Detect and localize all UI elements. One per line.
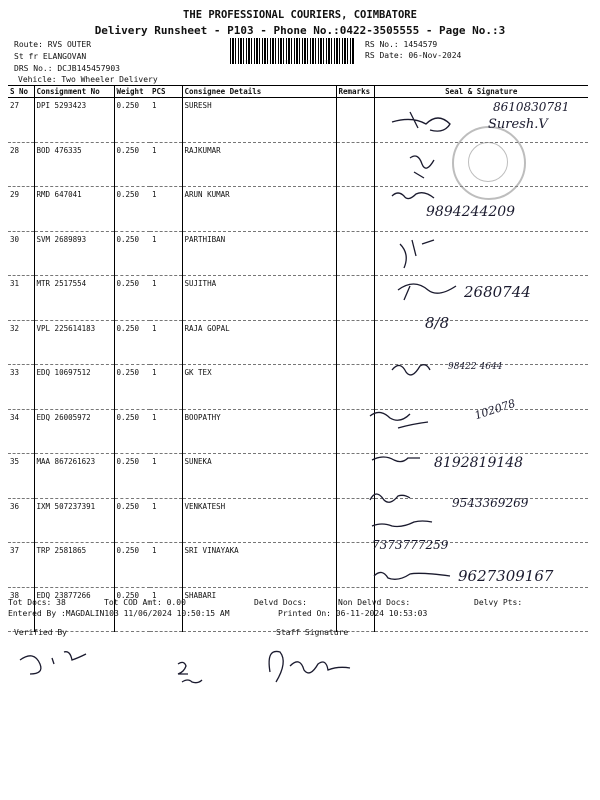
handwritten-phone: 8192819148 (434, 455, 524, 471)
cell-pcs: 1 (150, 409, 182, 454)
signature-row-29 (392, 193, 434, 199)
cell-weight: 0.250 (114, 409, 150, 454)
entered-by: Entered By :MAGDALIN103 11/06/2024 10:50:15 AM (8, 609, 230, 618)
signature-row-30 (400, 240, 434, 268)
cell-sno: 33 (8, 365, 34, 410)
cell-weight: 0.250 (114, 365, 150, 410)
cell-consignee: RAJKUMAR (182, 142, 336, 187)
cell-sno: 35 (8, 454, 34, 499)
rs-date: RS Date: 06-Nov-2024 (365, 51, 462, 60)
cell-consignment: BOD 476335 (34, 142, 114, 187)
col-weight: Weight (114, 86, 150, 98)
signature-row-36 (370, 494, 410, 502)
col-seal-signature: Seal & Signature (374, 86, 588, 98)
cell-consignment: DPI 5293423 (34, 98, 114, 143)
col-consignment: Consignment No (34, 86, 114, 98)
cell-consignment: MTR 2517554 (34, 276, 114, 321)
signature-row-35 (372, 457, 420, 462)
cell-sno: 29 (8, 187, 34, 232)
printed-on: Printed On: 06-11-2024 10:53:03 (278, 609, 428, 618)
handwritten-phone: 7373777259 (372, 538, 449, 552)
cell-consignment: RMD 647041 (34, 187, 114, 232)
signature-row-28 (410, 156, 434, 178)
cell-sno: 30 (8, 231, 34, 276)
cell-pcs: 1 (150, 98, 182, 143)
signature-row-27 (392, 112, 450, 131)
runsheet-title: Delivery Runsheet - P103 - Phone No.:0422-3505555 - Page No.:3 (94, 24, 506, 37)
cell-consignment: EDQ 10697512 (34, 365, 114, 410)
col-remarks: Remarks (336, 86, 374, 98)
vehicle: Vehicle: Two Wheeler Delivery (18, 75, 158, 84)
cell-sno: 37 (8, 543, 34, 588)
cell-pcs: 1 (150, 231, 182, 276)
rs-no: RS No.: 1454579 (365, 40, 438, 49)
cell-consignee: VENKATESH (182, 498, 336, 543)
cell-weight: 0.250 (114, 320, 150, 365)
cell-weight: 0.250 (114, 454, 150, 499)
cell-pcs: 1 (150, 543, 182, 588)
cell-pcs: 1 (150, 365, 182, 410)
initials-scribble (178, 662, 202, 682)
staff-signature (269, 651, 350, 682)
cell-consignment: EDQ 26005972 (34, 409, 114, 454)
delivery-points: Delvy Pts: (474, 598, 523, 607)
cell-consignment: MAA 867261623 (34, 454, 114, 499)
col-sno: S No (8, 86, 34, 98)
handwritten-number: 2680744 (464, 283, 531, 301)
company-name: THE PROFESSIONAL COURIERS, COIMBATORE (183, 9, 417, 21)
cell-sno: 38 (8, 587, 34, 632)
total-docs: Tot Docs: 38 (8, 598, 66, 607)
cell-consignment: EDQ 23877266 (34, 587, 114, 632)
delivered-docs: Delvd Docs: (254, 598, 307, 607)
cell-sno: 32 (8, 320, 34, 365)
handwritten-number: 102078 (473, 396, 517, 423)
cell-weight: 0.250 (114, 276, 150, 321)
cell-consignment: IXM 507237391 (34, 498, 114, 543)
cell-weight: 0.250 (114, 498, 150, 543)
cell-pcs: 1 (150, 187, 182, 232)
cell-consignee: PARTHIBAN (182, 231, 336, 276)
handwritten-phone: 9627309167 (458, 567, 554, 585)
cell-consignee: SRI VINAYAKA (182, 543, 336, 588)
total-cod-amount: Tot COD Amt: 0.00 (104, 598, 186, 607)
cell-consignment: VPL 225614183 (34, 320, 114, 365)
cell-pcs: 1 (150, 454, 182, 499)
staff-name: St fr ELANGOVAN (14, 52, 87, 61)
cell-pcs: 1 (150, 142, 182, 187)
cell-weight: 0.250 (114, 98, 150, 143)
handwritten-name: Suresh.V (488, 117, 548, 132)
cell-sno: 34 (8, 409, 34, 454)
cell-consignee: SUJITHA (182, 276, 336, 321)
signature-row-31 (398, 284, 456, 300)
cell-consignee: RAJA GOPAL (182, 320, 336, 365)
cell-weight: 0.250 (114, 231, 150, 276)
verified-by-label: Verified By (14, 628, 67, 637)
cell-consignee: SHABARI (182, 587, 336, 632)
route: Route: RVS OUTER (14, 40, 92, 49)
cell-weight: 0.250 (114, 543, 150, 588)
cell-consignee: BOOPATHY (182, 409, 336, 454)
col-consignee: Consignee Details (182, 86, 336, 98)
staff-signature-label: Staff Signature (276, 628, 349, 637)
cell-pcs: 1 (150, 276, 182, 321)
handwritten-phone: 8610830781 (493, 100, 570, 114)
cell-pcs: 1 (150, 587, 182, 632)
cell-weight: 0.250 (114, 187, 150, 232)
non-delivered-docs: Non Delvd Docs: (338, 598, 411, 607)
cell-consignee: SURESH (182, 98, 336, 143)
cell-consignee: SUNEKA (182, 454, 336, 499)
cell-sno: 36 (8, 498, 34, 543)
drs-no: DRS No.: DCJB145457903 (14, 64, 120, 73)
verified-by-signature (20, 652, 86, 674)
handwritten-phone: 9543369269 (452, 496, 529, 510)
cell-weight: 0.250 (114, 587, 150, 632)
handwritten-phone: 9894244209 (426, 204, 516, 220)
signature-row-38 (374, 572, 450, 579)
cell-sno: 31 (8, 276, 34, 321)
cell-consignment: SVM 2689893 (34, 231, 114, 276)
cell-pcs: 1 (150, 498, 182, 543)
handwritten-note: 8/8 (425, 314, 450, 332)
signature-row-34 (370, 412, 428, 428)
cell-consignment: TRP 2581865 (34, 543, 114, 588)
col-pcs: PCS (150, 86, 182, 98)
signature-row-37 (372, 521, 432, 527)
cell-weight: 0.250 (114, 142, 150, 187)
cell-sno: 28 (8, 142, 34, 187)
cell-consignee: GK TEX (182, 365, 336, 410)
cell-pcs: 1 (150, 320, 182, 365)
signature-row-33 (392, 365, 430, 375)
cell-sno: 27 (8, 98, 34, 143)
handwritten-number: 98422 4644 (448, 362, 503, 372)
cell-consignee: ARUN KUMAR (182, 187, 336, 232)
